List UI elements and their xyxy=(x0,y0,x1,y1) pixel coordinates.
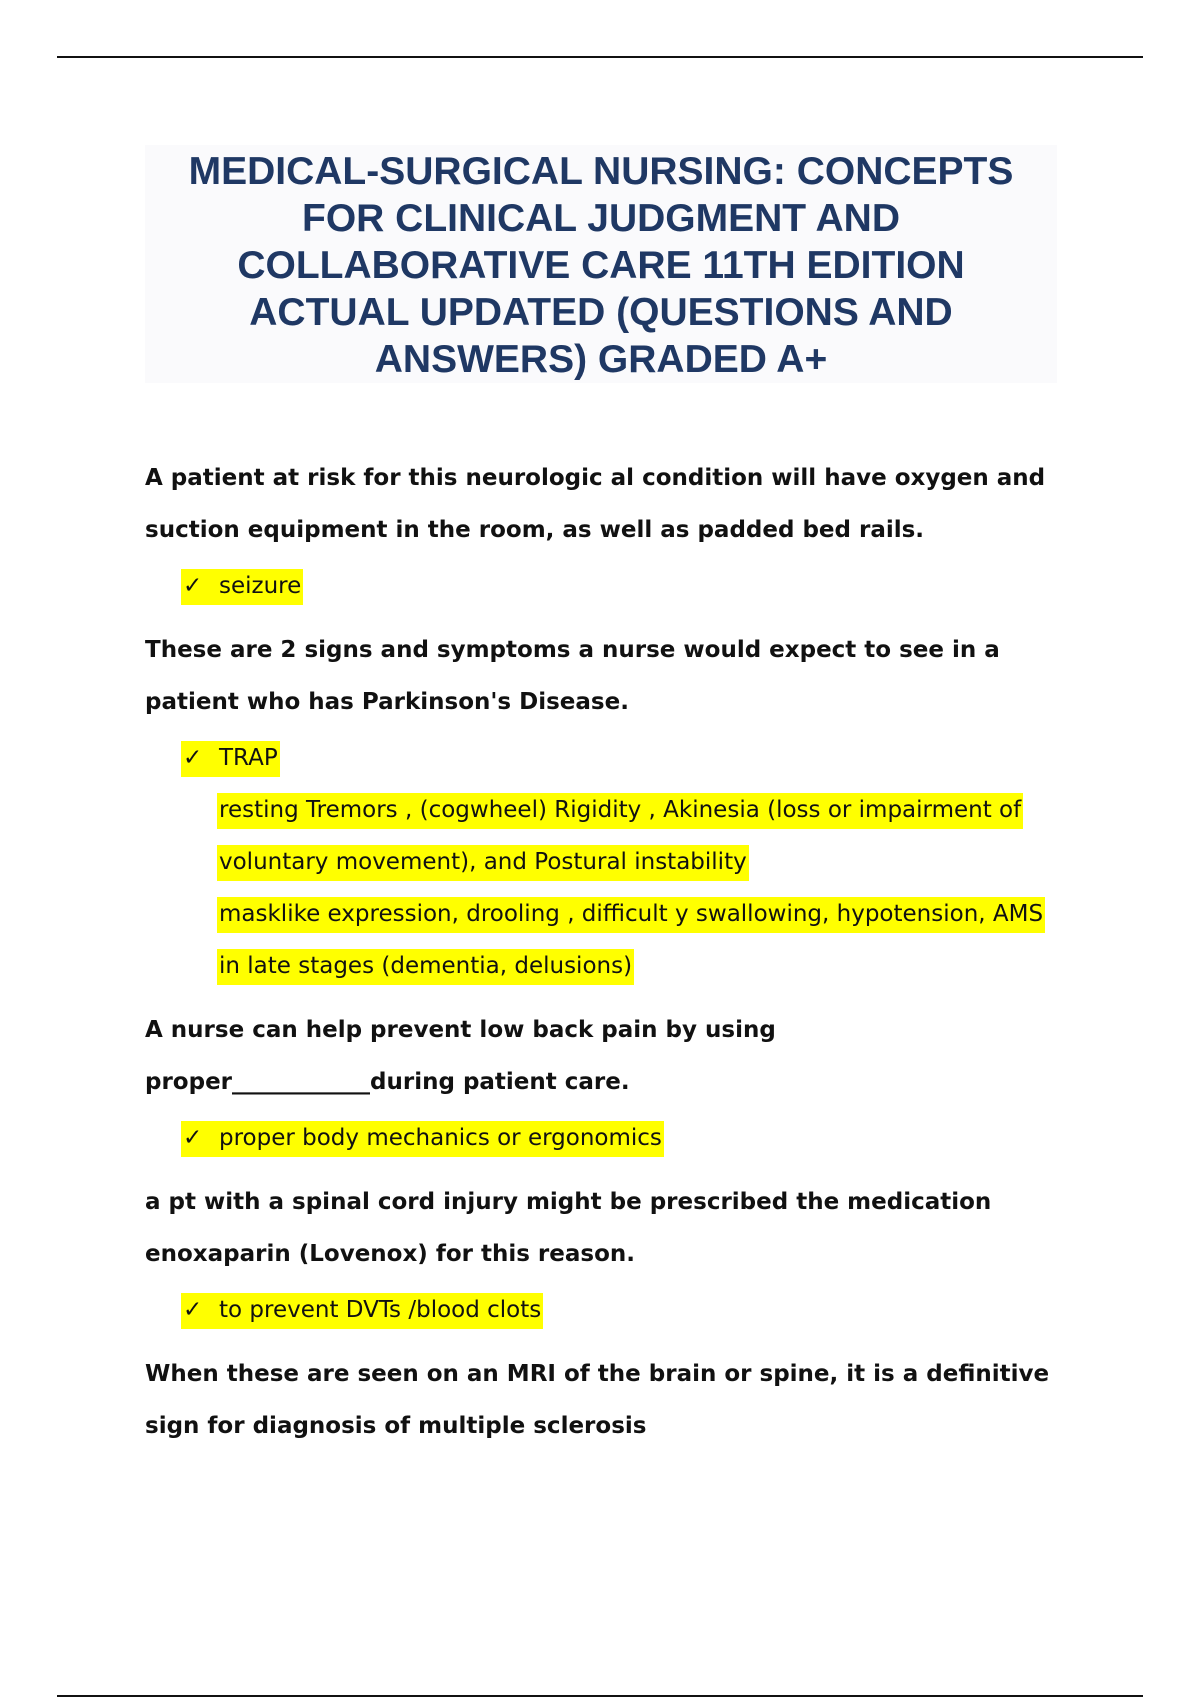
detail-line: voluntary movement), and Postural instability xyxy=(217,845,749,881)
checkmark-icon: ✓ xyxy=(183,1125,203,1151)
footer-rule xyxy=(57,1695,1143,1697)
question-list xyxy=(145,452,1085,1452)
title-line: COLLABORATIVE CARE 11TH EDITION xyxy=(237,244,965,287)
checkmark-icon: ✓ xyxy=(183,745,203,771)
qa-item xyxy=(145,624,1085,992)
checkmark-icon: ✓ xyxy=(183,1297,203,1323)
question-text: a pt with a spinal cord injury might be prescribed the medication enoxaparin (Lovenox) for this reason. xyxy=(145,1189,992,1267)
answer-highlight xyxy=(181,569,303,605)
detail-line: masklike expression, drooling , difficult y swallowing, hypotension, AMS xyxy=(217,897,1045,933)
answer-highlight xyxy=(181,1293,543,1329)
title-line: MEDICAL-SURGICAL NURSING: CONCEPTS xyxy=(188,150,1014,193)
question-text: A nurse can help prevent low back pain by using proper____________during patient care. xyxy=(145,1017,776,1095)
answer-text: TRAP xyxy=(219,745,278,771)
detail-line: in late stages (dementia, delusions) xyxy=(217,949,634,985)
answer-detail xyxy=(217,784,1085,992)
document-title xyxy=(145,145,1057,383)
qa-item xyxy=(145,1004,1085,1164)
answer-highlight xyxy=(181,1121,664,1157)
title-line: ACTUAL UPDATED (QUESTIONS AND xyxy=(249,291,953,334)
answer-text: proper body mechanics or ergonomics xyxy=(219,1125,662,1151)
header-rule xyxy=(57,56,1143,58)
answer xyxy=(181,732,1085,992)
question-text: A patient at risk for this neurologic al condition will have oxygen and suction equipment in the room, as well as padded bed rails. xyxy=(145,465,1046,543)
title-line: FOR CLINICAL JUDGMENT AND xyxy=(302,197,900,240)
question-text: When these are seen on an MRI of the brain or spine, it is a definitive sign for diagnosis of multiple sclerosis xyxy=(145,1361,1050,1439)
answer xyxy=(181,1284,1085,1336)
answer-highlight xyxy=(181,741,280,777)
answer xyxy=(181,1112,1085,1164)
checkmark-icon: ✓ xyxy=(183,573,203,599)
answer-text: seizure xyxy=(219,573,302,599)
answer-text: to prevent DVTs /blood clots xyxy=(219,1297,542,1323)
qa-item xyxy=(145,1348,1085,1452)
question-text: These are 2 signs and symptoms a nurse would expect to see in a patient who has Parkinson's Disease. xyxy=(145,637,1000,715)
detail-line: resting Tremors , (cogwheel) Rigidity , Akinesia (loss or impairment of xyxy=(217,793,1023,829)
qa-item xyxy=(145,1176,1085,1336)
title-line: ANSWERS) GRADED A+ xyxy=(374,338,828,381)
qa-item xyxy=(145,452,1085,612)
answer xyxy=(181,560,1085,612)
